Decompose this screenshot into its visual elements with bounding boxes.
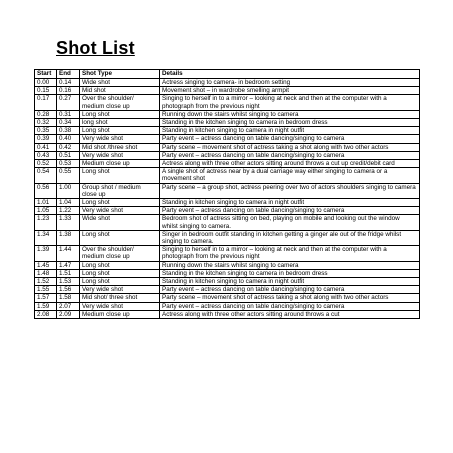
table-body	[35, 79, 420, 319]
cell-shot-type: Long shot	[80, 269, 160, 277]
cell-shot-type: Long shot	[80, 168, 160, 183]
cell-shot-type: Mid shot	[80, 87, 160, 95]
cell-start: 2.08	[35, 310, 57, 318]
cell-end: 1.47	[57, 261, 80, 269]
cell-end: 0.40	[57, 135, 80, 143]
cell-end: 0.38	[57, 127, 80, 135]
cell-shot-type: Long shot	[80, 278, 160, 286]
cell-shot-type: Long shot	[80, 261, 160, 269]
cell-details: Standing in kitchen singing to camera in night outfit	[160, 199, 420, 207]
header-start: Start	[35, 70, 57, 79]
cell-end: 1.58	[57, 294, 80, 302]
cell-details: Actress along with three other actors sitting around throws a cut up credit/debit card	[160, 160, 420, 168]
cell-shot-type: Wide shot	[80, 79, 160, 87]
cell-start: 0.32	[35, 119, 57, 127]
cell-end: 0.16	[57, 87, 80, 95]
cell-shot-type: Very wide shot	[80, 302, 160, 310]
cell-end: 0.14	[57, 79, 80, 87]
table-row	[35, 302, 420, 310]
shot-list-table	[34, 69, 420, 319]
cell-start: 1.01	[35, 199, 57, 207]
cell-end: 1.33	[57, 215, 80, 230]
cell-shot-type: Long shot	[80, 199, 160, 207]
cell-shot-type: Mid shot /three shot	[80, 143, 160, 151]
cell-details: Party event – actress dancing on table dancing/singing to camera	[160, 207, 420, 215]
cell-start: 1.59	[35, 302, 57, 310]
cell-details: Party event – actress dancing on table dancing/singing to camera	[160, 135, 420, 143]
cell-start: 1.39	[35, 246, 57, 261]
cell-end: 0.51	[57, 151, 80, 159]
cell-end: 1.00	[57, 183, 80, 198]
cell-shot-type: Medium close up	[80, 310, 160, 318]
header-end: End	[57, 70, 80, 79]
cell-start: 0.00	[35, 79, 57, 87]
cell-end: 0.31	[57, 110, 80, 118]
cell-details: Standing in kitchen singing to camera in night outfit	[160, 278, 420, 286]
cell-details: Standing in the kitchen singing to camera in bedroom dress	[160, 119, 420, 127]
table-row	[35, 160, 420, 168]
cell-start: 1.23	[35, 215, 57, 230]
table-row	[35, 151, 420, 159]
cell-details: Party scene – movement shot of actress taking a shot along with two other actors	[160, 143, 420, 151]
cell-end: 1.04	[57, 199, 80, 207]
table-row	[35, 278, 420, 286]
table-row	[35, 246, 420, 261]
table-row	[35, 261, 420, 269]
table-row	[35, 269, 420, 277]
cell-start: 1.52	[35, 278, 57, 286]
cell-end: 1.22	[57, 207, 80, 215]
cell-details: Singing to herself in to a mirror – looking at neck and then at the computer with a photograph from the previous night	[160, 95, 420, 110]
cell-end: 1.53	[57, 278, 80, 286]
table-row	[35, 286, 420, 294]
cell-start: 1.57	[35, 294, 57, 302]
cell-start: 0.56	[35, 183, 57, 198]
cell-end: 0.42	[57, 143, 80, 151]
cell-start: 0.35	[35, 127, 57, 135]
cell-shot-type: Long shot	[80, 127, 160, 135]
cell-end: 2.07	[57, 302, 80, 310]
table-row	[35, 95, 420, 110]
cell-details: Standing in kitchen singing to camera in night outfit	[160, 127, 420, 135]
table-row	[35, 207, 420, 215]
cell-shot-type: Very wide shot	[80, 151, 160, 159]
cell-details: Singing to herself in to a mirror – looking at neck and then at the computer with a photograph from the previous night	[160, 246, 420, 261]
cell-start: 0.39	[35, 135, 57, 143]
table-row	[35, 183, 420, 198]
cell-details: Party scene – movement shot of actress taking a shot along with two other actors	[160, 294, 420, 302]
cell-start: 1.55	[35, 286, 57, 294]
cell-shot-type: Over the shoulder/ medium close up	[80, 246, 160, 261]
cell-end: 1.38	[57, 230, 80, 245]
cell-end: 1.51	[57, 269, 80, 277]
cell-details: Standing in the kitchen singing to camera in bedroom dress	[160, 269, 420, 277]
cell-end: 0.27	[57, 95, 80, 110]
table-row	[35, 110, 420, 118]
cell-start: 0.15	[35, 87, 57, 95]
cell-details: A single shot of actress near by a dual carriage way either singing to camera or a movement shot	[160, 168, 420, 183]
cell-details: Running down the stairs whilst singing to camera	[160, 261, 420, 269]
table-row	[35, 310, 420, 318]
cell-shot-type: Very wide shot	[80, 135, 160, 143]
table-header-row	[35, 70, 420, 79]
table-row	[35, 215, 420, 230]
cell-end: 0.53	[57, 160, 80, 168]
cell-shot-type: long shot	[80, 119, 160, 127]
table-row	[35, 143, 420, 151]
cell-start: 0.54	[35, 168, 57, 183]
cell-end: 1.56	[57, 286, 80, 294]
cell-details: Actress along with three other actors sitting around throws a cut	[160, 310, 420, 318]
cell-shot-type: Mid shot/ three shot	[80, 294, 160, 302]
cell-details: Movement shot – in wardrobe smelling armpit	[160, 87, 420, 95]
cell-end: 0.55	[57, 168, 80, 183]
cell-shot-type: Long shot	[80, 110, 160, 118]
table-row	[35, 135, 420, 143]
cell-start: 1.45	[35, 261, 57, 269]
cell-start: 0.52	[35, 160, 57, 168]
table-row	[35, 199, 420, 207]
table-row	[35, 168, 420, 183]
cell-start: 0.41	[35, 143, 57, 151]
header-shot-type: Shot Type	[80, 70, 160, 79]
cell-details: Singer in bedroom outfit standing in kitchen getting a ginger ale out of the fridge whilst singing to camera.	[160, 230, 420, 245]
cell-details: Party event – actress dancing on table dancing/singing to camera	[160, 151, 420, 159]
table-row	[35, 119, 420, 127]
cell-details: Running down the stairs whilst singing to camera	[160, 110, 420, 118]
page-title: Shot List	[56, 38, 135, 58]
table-row	[35, 230, 420, 245]
cell-start: 0.28	[35, 110, 57, 118]
cell-details: Party event – actress dancing on table dancing/singing to camera	[160, 286, 420, 294]
table-row	[35, 87, 420, 95]
cell-details: Party event – actress dancing on table dancing/singing to camera	[160, 302, 420, 310]
cell-start: 1.05	[35, 207, 57, 215]
cell-shot-type: Long shot	[80, 230, 160, 245]
cell-start: 1.34	[35, 230, 57, 245]
cell-shot-type: Wide shot	[80, 215, 160, 230]
cell-start: 1.48	[35, 269, 57, 277]
header-details: Details	[160, 70, 420, 79]
table-row	[35, 79, 420, 87]
cell-details: Actress singing to camera- in bedroom setting	[160, 79, 420, 87]
cell-details: Party scene – a group shot, actress peering over two of actors shoulders singing to camera	[160, 183, 420, 198]
cell-shot-type: Very wide shot	[80, 286, 160, 294]
cell-shot-type: Group shot / medium close up	[80, 183, 160, 198]
cell-end: 1.44	[57, 246, 80, 261]
table-row	[35, 127, 420, 135]
cell-shot-type: Medium close up	[80, 160, 160, 168]
cell-end: 2.09	[57, 310, 80, 318]
cell-end: 0.34	[57, 119, 80, 127]
cell-details: Bedroom shot of actress sitting on bed, playing on mobile and looking out the window whilst singing to camera.	[160, 215, 420, 230]
table-row	[35, 294, 420, 302]
cell-start: 0.43	[35, 151, 57, 159]
cell-shot-type: Very wide shot	[80, 207, 160, 215]
cell-start: 0.17	[35, 95, 57, 110]
cell-shot-type: Over the shoulder/ medium close up	[80, 95, 160, 110]
